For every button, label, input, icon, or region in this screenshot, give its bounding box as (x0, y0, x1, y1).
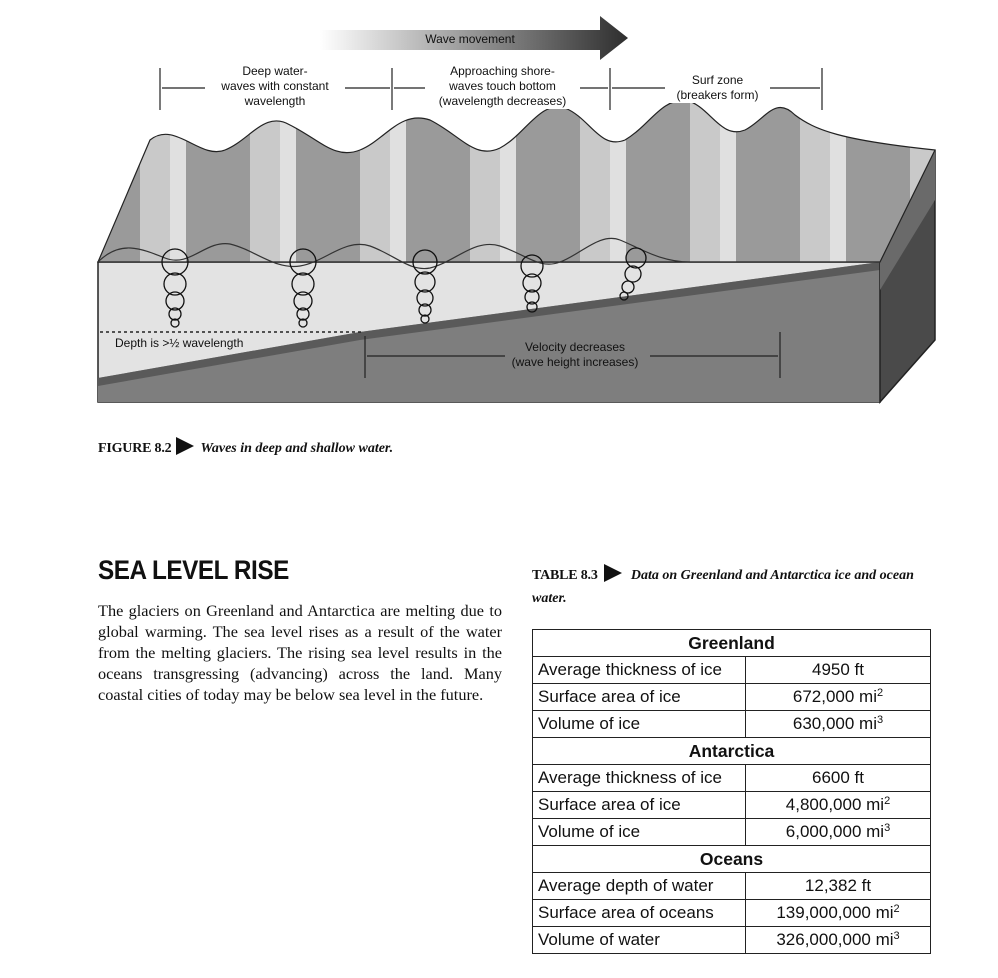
section-paragraph: The glaciers on Greenland and Antarctica are melting due to global warming. The sea level rises as a result of the water from the melting glaciers. The rising sea level results in the oceans transgressing (advancing) across the land. Many coastal cities of today may be below sea level in the future. (98, 601, 502, 704)
approaching-shore-label: Approaching shore- waves touch bottom (wavelength decreases) (425, 64, 580, 109)
table-caption (532, 563, 942, 608)
velocity-label: Velocity decreases (wave height increases) (511, 340, 639, 369)
table-row: Average thickness of ice 6600 ft (533, 765, 931, 792)
figure-caption-text: Waves in deep and shallow water. (200, 440, 394, 456)
wave-surface (98, 100, 935, 262)
caption-arrow-icon (175, 436, 195, 461)
table-row: Surface area of ice 4,800,000 $mi^2$ (533, 792, 931, 819)
deep-water-label: Deep water- waves with constant wavelength (205, 64, 345, 109)
data-table-wrap (532, 629, 931, 954)
table-row: Volume of water 326,000,000 $mi^3$ (533, 927, 931, 954)
table-number: TABLE 8.3 (532, 568, 598, 583)
wave-diagram-graphic (0, 0, 998, 420)
table-group-header: Oceans (533, 846, 931, 873)
table-row: Volume of ice 630,000 $mi^3$ (533, 711, 931, 738)
section-heading: SEA LEVEL RISE (98, 555, 289, 585)
figure-caption (98, 436, 598, 461)
wave-diagram (0, 0, 998, 420)
table-caption-arrow-icon (603, 563, 623, 589)
surf-zone-label: Surf zone (breakers form) (665, 73, 770, 103)
data-table (532, 629, 931, 954)
figure-number: FIGURE 8.2 (98, 440, 172, 456)
depth-label: Depth is >½ wavelength (115, 336, 244, 350)
wave-movement-label: Wave movement (425, 32, 515, 46)
table-row: Surface area of oceans 139,000,000 $mi^2$ (533, 900, 931, 927)
table-row: Average thickness of ice 4950 ft (533, 657, 931, 684)
table-row: Average depth of water 12,382 ft (533, 873, 931, 900)
table-row: Surface area of ice 672,000 $mi^2$ (533, 684, 931, 711)
table-row: Volume of ice 6,000,000 $mi^3$ (533, 819, 931, 846)
table-group-header: Antarctica (533, 738, 931, 765)
table-group-header: Greenland (533, 630, 931, 657)
table-caption-text: Data on Greenland and Antarctica ice and ocean water. (532, 568, 914, 606)
